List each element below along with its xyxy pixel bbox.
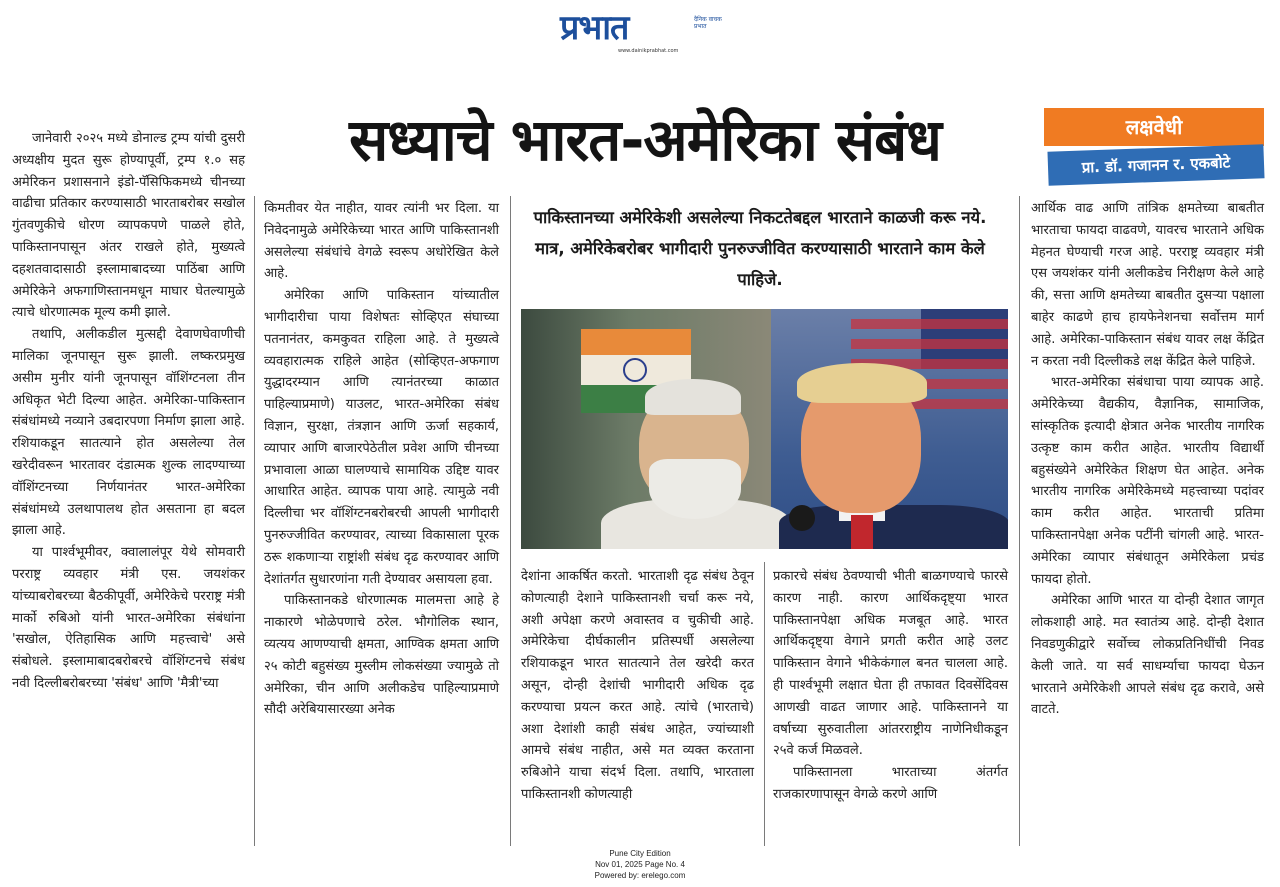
paragraph: देशांना आकर्षित करतो. भारताशी दृढ संबंध ठेवून कोणत्याही देशाने पाकिस्तानशी चर्चा करू नये, अशी अपेक्षा करणे अवास्तव व चुकीची आहे. अमेरिकेचा दीर्घकालीन प्रतिस्पर्धी असलेल्या रशियाकडून भारत सातत्याने तेल खरेदी करत असून, दोन्ही देशांची भागीदारी अधिक दृढ करण्याचा प्रयत्न करत आहे. त्यांचे (भारताचे) अशा देशांशी काही संबंध आहेत, ज्यांच्याशी आमचे संबंध नाहीत, असे मत व्यक्त करताना रुबिओने याचा संदर्भ दिला. तथापि, भारताला पाकिस्तानशी कोणत्याही (521, 569, 754, 802)
article-column-5 (1031, 198, 1264, 721)
paragraph: अमेरिका आणि पाकिस्तान यांच्यातील भागीदारीचा पाया विशेषतः सोव्हिएत संघाच्या पतनानंतर, कमकुवत राहिला आहे. ते मुख्यत्वे व्यवहारात्मक राहिले आहेत (सोव्हिएत-अफगाण युद्धादरम्यान आणि त्यानंतरच्या काळात पाहिल्याप्रमाणे) याउलट, भारत-अमेरिका संबंध विज्ञान, सुरक्षा, तंत्रज्ञान आणि ऊर्जा सहकार्य, व्यापार आणि बाजारपेठेतील प्रवेश आणि चीनच्या प्रभावाला आळा घालण्याचे सामायिक उद्दिष्ट यावर आधारित आहेत. व्यापक पाया आहे. त्यामुळे नवी दिल्लीचा भर वॉशिंग्टनबरोबरची आपली भागीदारी पुनरुज्जीवित करण्यावर, त्याच्या विकासाला पूरक ठरू शकणाऱ्या राष्ट्रांशी संबंध दृढ करण्यावर आणि देशांतर्गत सुधारणांना गती देण्यावर असायला हवा. (264, 288, 499, 587)
masthead-tagline: दैनिक वाचक प्रभात (694, 16, 722, 30)
masthead-logo: प्रभात (560, 8, 629, 48)
article-column-2 (264, 198, 499, 721)
column-rule (1019, 196, 1020, 846)
article-column-3 (521, 566, 754, 806)
masthead-url: www.dainikprabhat.com (618, 48, 679, 54)
paragraph: जानेवारी २०२५ मध्ये डोनाल्ड ट्रम्प यांची दुसरी अध्यक्षीय मुदत सुरू होण्यापूर्वी, ट्रम्प १.० सह अमेरिकन प्रशासनाने इंडो-पॅसिफिकमध्ये चीनच्या वाढीचा प्रतिकार करण्यासाठी भारताबरोबर सखोल गुंतवणुकीचे धोरण व्यापकपणे पाळले होते, पाकिस्तानपासून अंतर राखले होते, मुख्यत्वे दहशतवादासाठी इस्लामाबादच्या पाठिंबा आणि अमेरिकेने अफगाणिस्तानमधून माघार घेतल्यामुळे त्याचे धोरणात्मक मूल्य कमी झाले. (12, 131, 245, 321)
author-byline: प्रा. डॉ. गजानन र. एकबोटे (1047, 144, 1264, 186)
paragraph: आर्थिक वाढ आणि तांत्रिक क्षमतेच्या बाबतीत भारताचा फायदा वाढवणे, यावरच भारताने अधिक मेहनत घेण्याची गरज आहे. परराष्ट्र व्यवहार मंत्री एस जयशंकर यांनी अलीकडेच निरीक्षण केले आहे की, सत्ता आणि क्षमतेच्या बाबतीत दुसऱ्या पक्षाला बाहेर काढणे हाच हायफेनेशनचा सर्वोत्तम मार्ग आहे. अमेरिका-पाकिस्तान संबंध यावर लक्ष केंद्रित न करता नवी दिल्लीकडे लक्ष केंद्रित केले पाहिजे. (1031, 201, 1264, 369)
edition-label: Pune City Edition (609, 849, 671, 858)
paragraph: पाकिस्तानकडे धोरणात्मक मालमत्ता आहे हे नाकारणे भोळेपणाचे ठरेल. भौगोलिक स्थान, व्यत्यय आणण्याची क्षमता, आण्विक क्षमता आणि २५ कोटी बहुसंख्य मुस्लीम लोकसंख्या ज्यामुळे तो अमेरिका, चीन आणि अलीकडेच पाहिल्याप्रमाणे सौदी अरेबियासारख्या अनेक (264, 593, 499, 718)
article-deck: पाकिस्तानच्या अमेरिकेशी असलेल्या निकटतेबद्दल भारताने काळजी करू नये. मात्र, अमेरिकेबरोबर भागीदारी पुनरुज्जीवित करण्यासाठी भारताने काम केले पाहिजे. (533, 208, 987, 289)
column-rule (254, 196, 255, 846)
article-photo (521, 309, 1008, 549)
paragraph: किमतीवर येत नाहीत, यावर त्यांनी भर दिला. या निवेदनामुळे अमेरिकेच्या भारत आणि पाकिस्तानशी असलेल्या संबंधांचे वेगळे स्वरूप अधोरेखित केले आहे. (264, 201, 499, 282)
paragraph: या पार्श्वभूमीवर, क्वालालंपूर येथे सोमवारी परराष्ट्र व्यवहार मंत्री एस. जयशंकर यांच्याबरोबरच्या बैठकीपूर्वी, अमेरिकेचे परराष्ट्र मंत्री मार्को रुबिओ यांनी भारत-अमेरिका संबंधांना 'सखोल, ऐतिहासिक आणि महत्त्वाचे' असे संबोधले. इस्लामाबादबरोबरचे वॉशिंग्टनचे संबंध नवी दिल्लीबरोबरच्या 'संबंध' आणि 'मैत्री'च्या (12, 545, 245, 691)
paragraph: भारत-अमेरिका संबंधाचा पाया व्यापक आहे. अमेरिकेच्या वैद्यकीय, वैज्ञानिक, सामाजिक, सांस्कृतिक इत्यादी क्षेत्रात अनेक भारतीय नागरिक उत्कृष्ट काम करीत आहेत. भारतीय विद्यार्थी बहुसंख्येने अमेरिकेत शिक्षण घेत आहेत. अनेक भारतीय नागरिक अमेरिकेमध्ये महत्त्वाच्या पदांवर काम करीत आहेत. भारताची प्रतिमा पाकिस्तानपेक्षा अनेक पटींनी चांगली आहे. भारत-अमेरिका व्यापार संबंधातून अमेरिकेला प्रचंड फायदा होतो. (1031, 375, 1264, 587)
column-rule (510, 196, 511, 846)
paragraph: अमेरिका आणि भारत या दोन्ही देशात जागृत लोकशाही आहे. मत स्वातंत्र्य आहे. दोन्ही देशात निवडणुकीद्वारे सर्वोच्च लोकप्रतिनिधींची निवड केली जाते. या सर्व साधर्म्याचा फायदा घेऊन भारताने अमेरिकेशी आपले संबंध दृढ करावे, असे वाटते. (1031, 593, 1264, 718)
column-rule (764, 562, 765, 846)
paragraph: पाकिस्तानला भारताच्या अंतर्गत राजकारणापासून वेगळे करणे आणि (773, 765, 1008, 802)
article-column-1 (12, 128, 245, 695)
article-column-4 (773, 566, 1008, 806)
masthead (560, 8, 720, 54)
powered-by-link[interactable]: Powered by: erelego.com (594, 871, 686, 880)
article-headline: सध्याचे भारत-अमेरिका संबंध (349, 106, 941, 174)
page-footer (560, 848, 720, 881)
paragraph: प्रकारचे संबंध ठेवण्याची भीती बाळगण्याचे फारसे कारण नाही. कारण आर्थिकदृष्ट्या भारत पाकिस्तानपेक्षा अधिक मजबूत आहे. भारत आर्थिकदृष्ट्या वेगाने प्रगती करीत आहे उलट पाकिस्तान वेगाने भीकेकंगाल बनत चालला आहे. ही पार्श्वभूमी लक्षात घेता ही तफावत दिवसेंदिवस आणखी वाढत जाणार आहे. पाकिस्तानने या वर्षाच्या सुरुवातीला आंतरराष्ट्रीय नाणेनिधीकडून २५वे कर्ज मिळवले. (773, 569, 1008, 759)
columnist-box (1044, 108, 1264, 188)
date-page-label: Nov 01, 2025 Page No. 4 (595, 860, 685, 869)
column-kicker: लक्षवेधी (1044, 108, 1264, 146)
paragraph: तथापि, अलीकडील मुत्सद्दी देवाणघेवाणीची मालिका जूनपासून सुरू झाली. लष्करप्रमुख असीम मुनीर यांनी जूनपासून वॉशिंग्टनला तीन अधिकृत भेटी दिल्या आहेत. अमेरिका-पाकिस्तान संबंधांमध्ये नव्याने उबदारपणा निर्माण झाला आहे. रशियाकडून सातत्याने होत असलेल्या तेल खरेदीवरून भारतावर दंडात्मक शुल्क लादण्याच्या वॉशिंग्टनच्या निर्णयानंतर भारत-अमेरिका संबंधांमध्ये उलथापालथ होत असताना हा बदल झाला आहे. (12, 327, 245, 539)
microphone-icon (789, 505, 815, 531)
